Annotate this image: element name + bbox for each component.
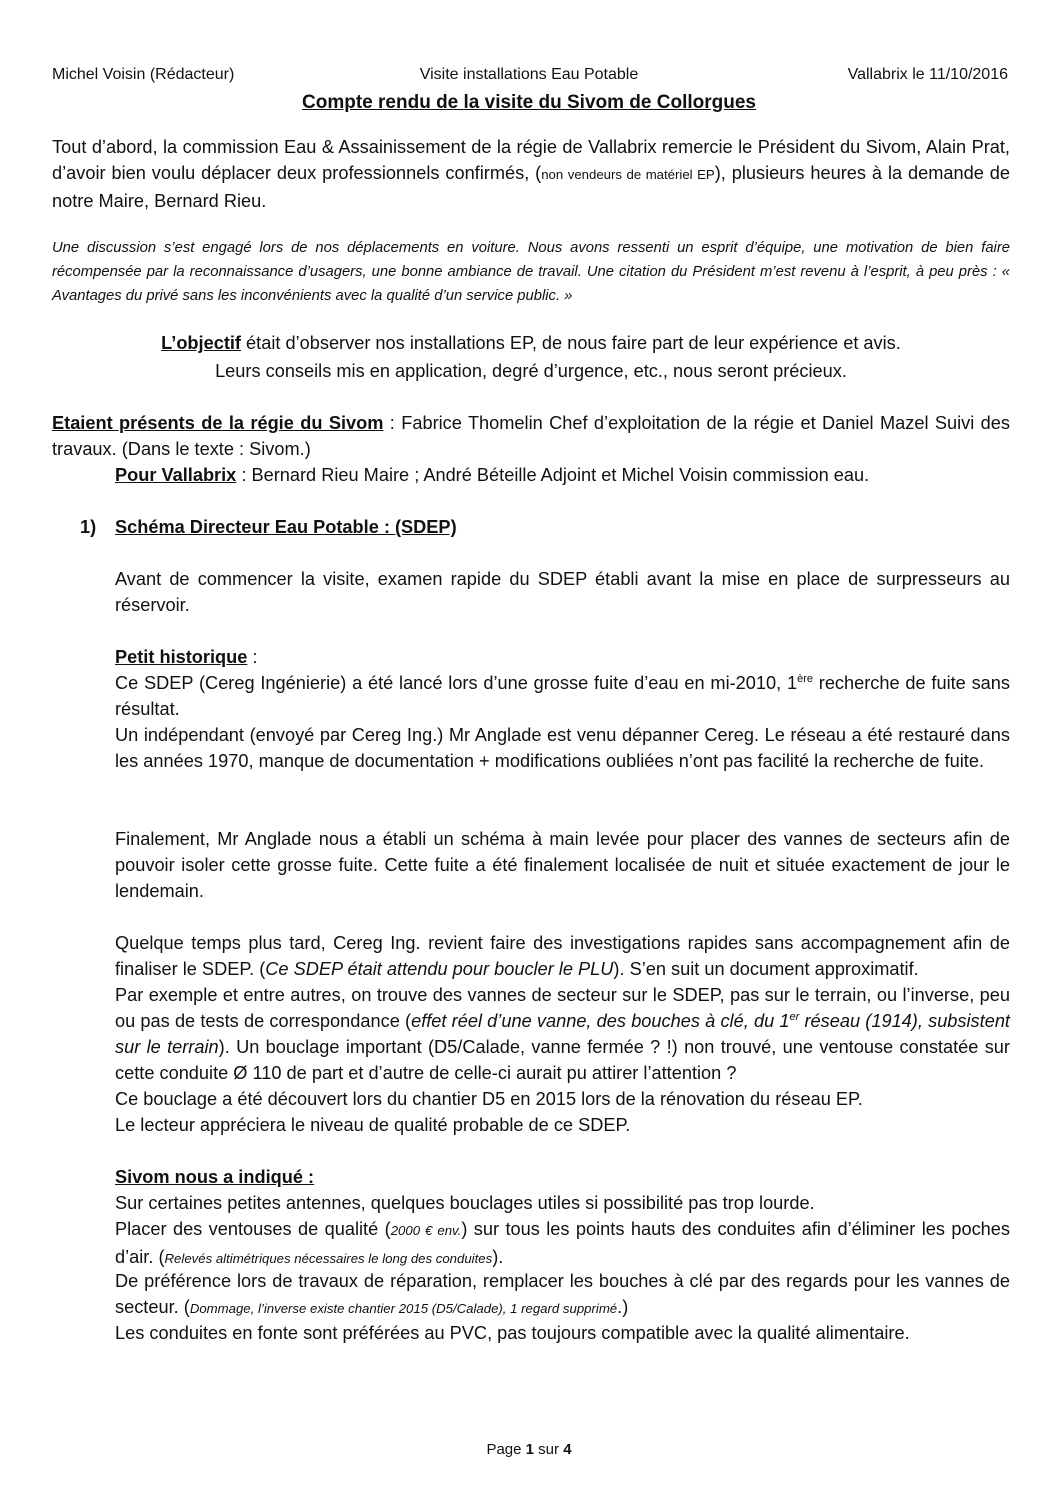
sivom-item-1: Sur certaines petites antennes, quelques bouclages utiles si possibilité pas trop lourde. bbox=[115, 1193, 815, 1213]
sivom-item-2 bbox=[115, 1216, 1010, 1272]
intro-note: non vendeurs de matériel EP bbox=[541, 167, 715, 182]
document-title: Compte rendu de la visite du Sivom de Collorgues bbox=[302, 92, 756, 113]
section-title-text: Schéma Directeur Eau Potable : (SDEP) bbox=[115, 517, 457, 537]
finalement-paragraph: Finalement, Mr Anglade nous a établi un schéma à main levée pour placer des vannes de secteurs afin de pouvoir isoler cette grosse fuite. Cette fuite a été finalement localisée de nuit et située exactement de jour le lendemain. bbox=[115, 829, 1010, 901]
h1-text-end: recherche de fuite sans résultat. bbox=[115, 673, 1010, 719]
p4-text-end: ). Un bouclage important (D5/Calade, vanne fermée ? !) non trouvé, une ventouse constatée sur cette conduite Ø 110 de part et d’autre de celle-ci aurait pu attirer l’attention ? bbox=[115, 1037, 1010, 1083]
footer-page-total: 4 bbox=[563, 1441, 572, 1458]
objective-line-2: Leurs conseils mis en application, degré d’urgence, etc., nous seront précieux. bbox=[215, 361, 847, 381]
header-subject: Visite installations Eau Potable bbox=[419, 66, 639, 83]
vallabrix-label: Pour Vallabrix bbox=[115, 465, 237, 485]
page-footer bbox=[0, 1441, 1058, 1458]
present-label: Etaient présents de la régie du Sivom bbox=[52, 413, 384, 433]
sivom-heading bbox=[115, 1164, 1010, 1190]
intro-text: Tout d’abord, la commission Eau & Assainissement de la régie de Vallabrix remercie le Président du Sivom, Alain Prat, d’avoir bien voulu déplacer deux professionnels confirmés, ( bbox=[52, 137, 1010, 183]
p3-italic: Ce SDEP était attendu pour boucler le PLU bbox=[265, 959, 614, 979]
present-vallabrix bbox=[115, 462, 1010, 488]
present-text: : Fabrice Thomelin Chef d’exploitation de la régie et Daniel Mazel Suivi des travaux. (Dans le texte : Sivom.) bbox=[52, 413, 1010, 459]
p4-italic-2: réseau (1914), subsistent sur le terrain bbox=[115, 1011, 1010, 1057]
p3-text: Quelque temps plus tard, Cereg Ing. revient faire des investigations rapides sans accompagnement afin de finaliser le SDEP. ( bbox=[115, 933, 1010, 979]
discussion-paragraph: Une discussion s’est engagé lors de nos déplacements en voiture. Nous avons ressenti un esprit d’équipe, une motivation de bien faire récompensée par la reconnaissance d’usagers, une bonne ambiance de travail. Une citation du Président m’est revenu à l’esprit, à peu près : « Avantages du privé sans les inconvénients avec la qualité d’un service public. » bbox=[52, 240, 1010, 304]
vallabrix-text: : Bernard Rieu Maire ; André Béteille Adjoint et Michel Voisin commission eau. bbox=[236, 465, 870, 485]
s2-text: Placer des ventouses de qualité ( bbox=[115, 1219, 391, 1239]
footer-page-label: Page bbox=[486, 1441, 526, 1458]
historique-label: Petit historique bbox=[115, 647, 248, 667]
p3-text-end: ). S’en suit un document approximatif. bbox=[613, 959, 919, 979]
s2-text-end: ). bbox=[492, 1247, 504, 1267]
s3-text-end: .) bbox=[617, 1297, 629, 1317]
exemple-paragraph bbox=[115, 982, 1010, 1086]
lecteur-line: Le lecteur appréciera le niveau de qualité probable de ce SDEP. bbox=[115, 1115, 631, 1135]
historique-p2: Un indépendant (envoyé par Cereg Ing.) Mr Anglade est venu dépanner Cereg. Le réseau a été restauré dans les années 1970, manque de documentation + modifications oubliées n’ont pas facilité la recherche de fuite. bbox=[115, 725, 1010, 771]
quelque-temps-paragraph bbox=[115, 930, 1010, 982]
s2-text-mid: ) sur tous les points hauts des conduites afin d’éliminer les poches d’air. ( bbox=[115, 1219, 1010, 1267]
present-paragraph bbox=[52, 410, 1010, 462]
s2-note-2: Relevés altimétriques nécessaires le long des conduites bbox=[164, 1251, 493, 1266]
footer-of-label: sur bbox=[534, 1441, 564, 1458]
sivom-item-3 bbox=[115, 1268, 1010, 1322]
header-place-date: Vallabrix le 11/10/2016 bbox=[847, 66, 1008, 83]
historique-heading bbox=[115, 644, 1010, 670]
intro-text-end: ), plusieurs heures à la demande de notre Maire, Bernard Rieu. bbox=[52, 163, 1010, 211]
objective-line-1 bbox=[52, 330, 1010, 356]
s3-note: Dommage, l’inverse existe chantier 2015 (D5/Calade), 1 regard supprimé bbox=[189, 1301, 618, 1316]
objective-text: était d’observer nos installations EP, de nous faire part de leur expérience et avis. bbox=[240, 333, 901, 353]
intro-paragraph bbox=[52, 134, 1010, 214]
objective-label: L’objectif bbox=[161, 333, 241, 353]
sivom-item-4: Les conduites en fonte sont préférées au PVC, pas toujours compatible avec la qualité alimentaire. bbox=[115, 1323, 910, 1343]
bouclage-line: Ce bouclage a été découvert lors du chantier D5 en 2015 lors de la rénovation du réseau EP. bbox=[115, 1089, 863, 1109]
p4-sup: er bbox=[789, 1010, 800, 1023]
s3-text: De préférence lors de travaux de réparation, remplacer les bouches à clé par des regards pour les vannes de secteur. ( bbox=[115, 1271, 1010, 1317]
h1-text: Ce SDEP (Cereg Ingénierie) a été lancé lors d’une grosse fuite d’eau en mi-2010, 1 bbox=[115, 673, 798, 693]
sivom-label: Sivom nous a indiqué : bbox=[115, 1167, 315, 1187]
section-title bbox=[115, 514, 1010, 540]
p4-text: Par exemple et entre autres, on trouve des vannes de secteur sur le SDEP, pas sur le terrain, ou l’inverse, peu ou pas de tests de correspondance ( bbox=[115, 985, 1010, 1031]
historique-p1 bbox=[115, 670, 1010, 722]
sdep-intro: Avant de commencer la visite, examen rapide du SDEP établi avant la mise en place de surpresseurs au réservoir. bbox=[115, 569, 1010, 615]
section-number: 1) bbox=[80, 517, 97, 537]
header-author: Michel Voisin (Rédacteur) bbox=[52, 66, 235, 83]
s2-note: 2000 € env. bbox=[390, 1223, 462, 1238]
h1-sup: ère bbox=[797, 672, 813, 685]
p4-italic: effet réel d’une vanne, des bouches à clé, du 1 bbox=[411, 1011, 790, 1031]
historique-colon: : bbox=[247, 647, 258, 667]
footer-page-number: 1 bbox=[525, 1441, 534, 1458]
